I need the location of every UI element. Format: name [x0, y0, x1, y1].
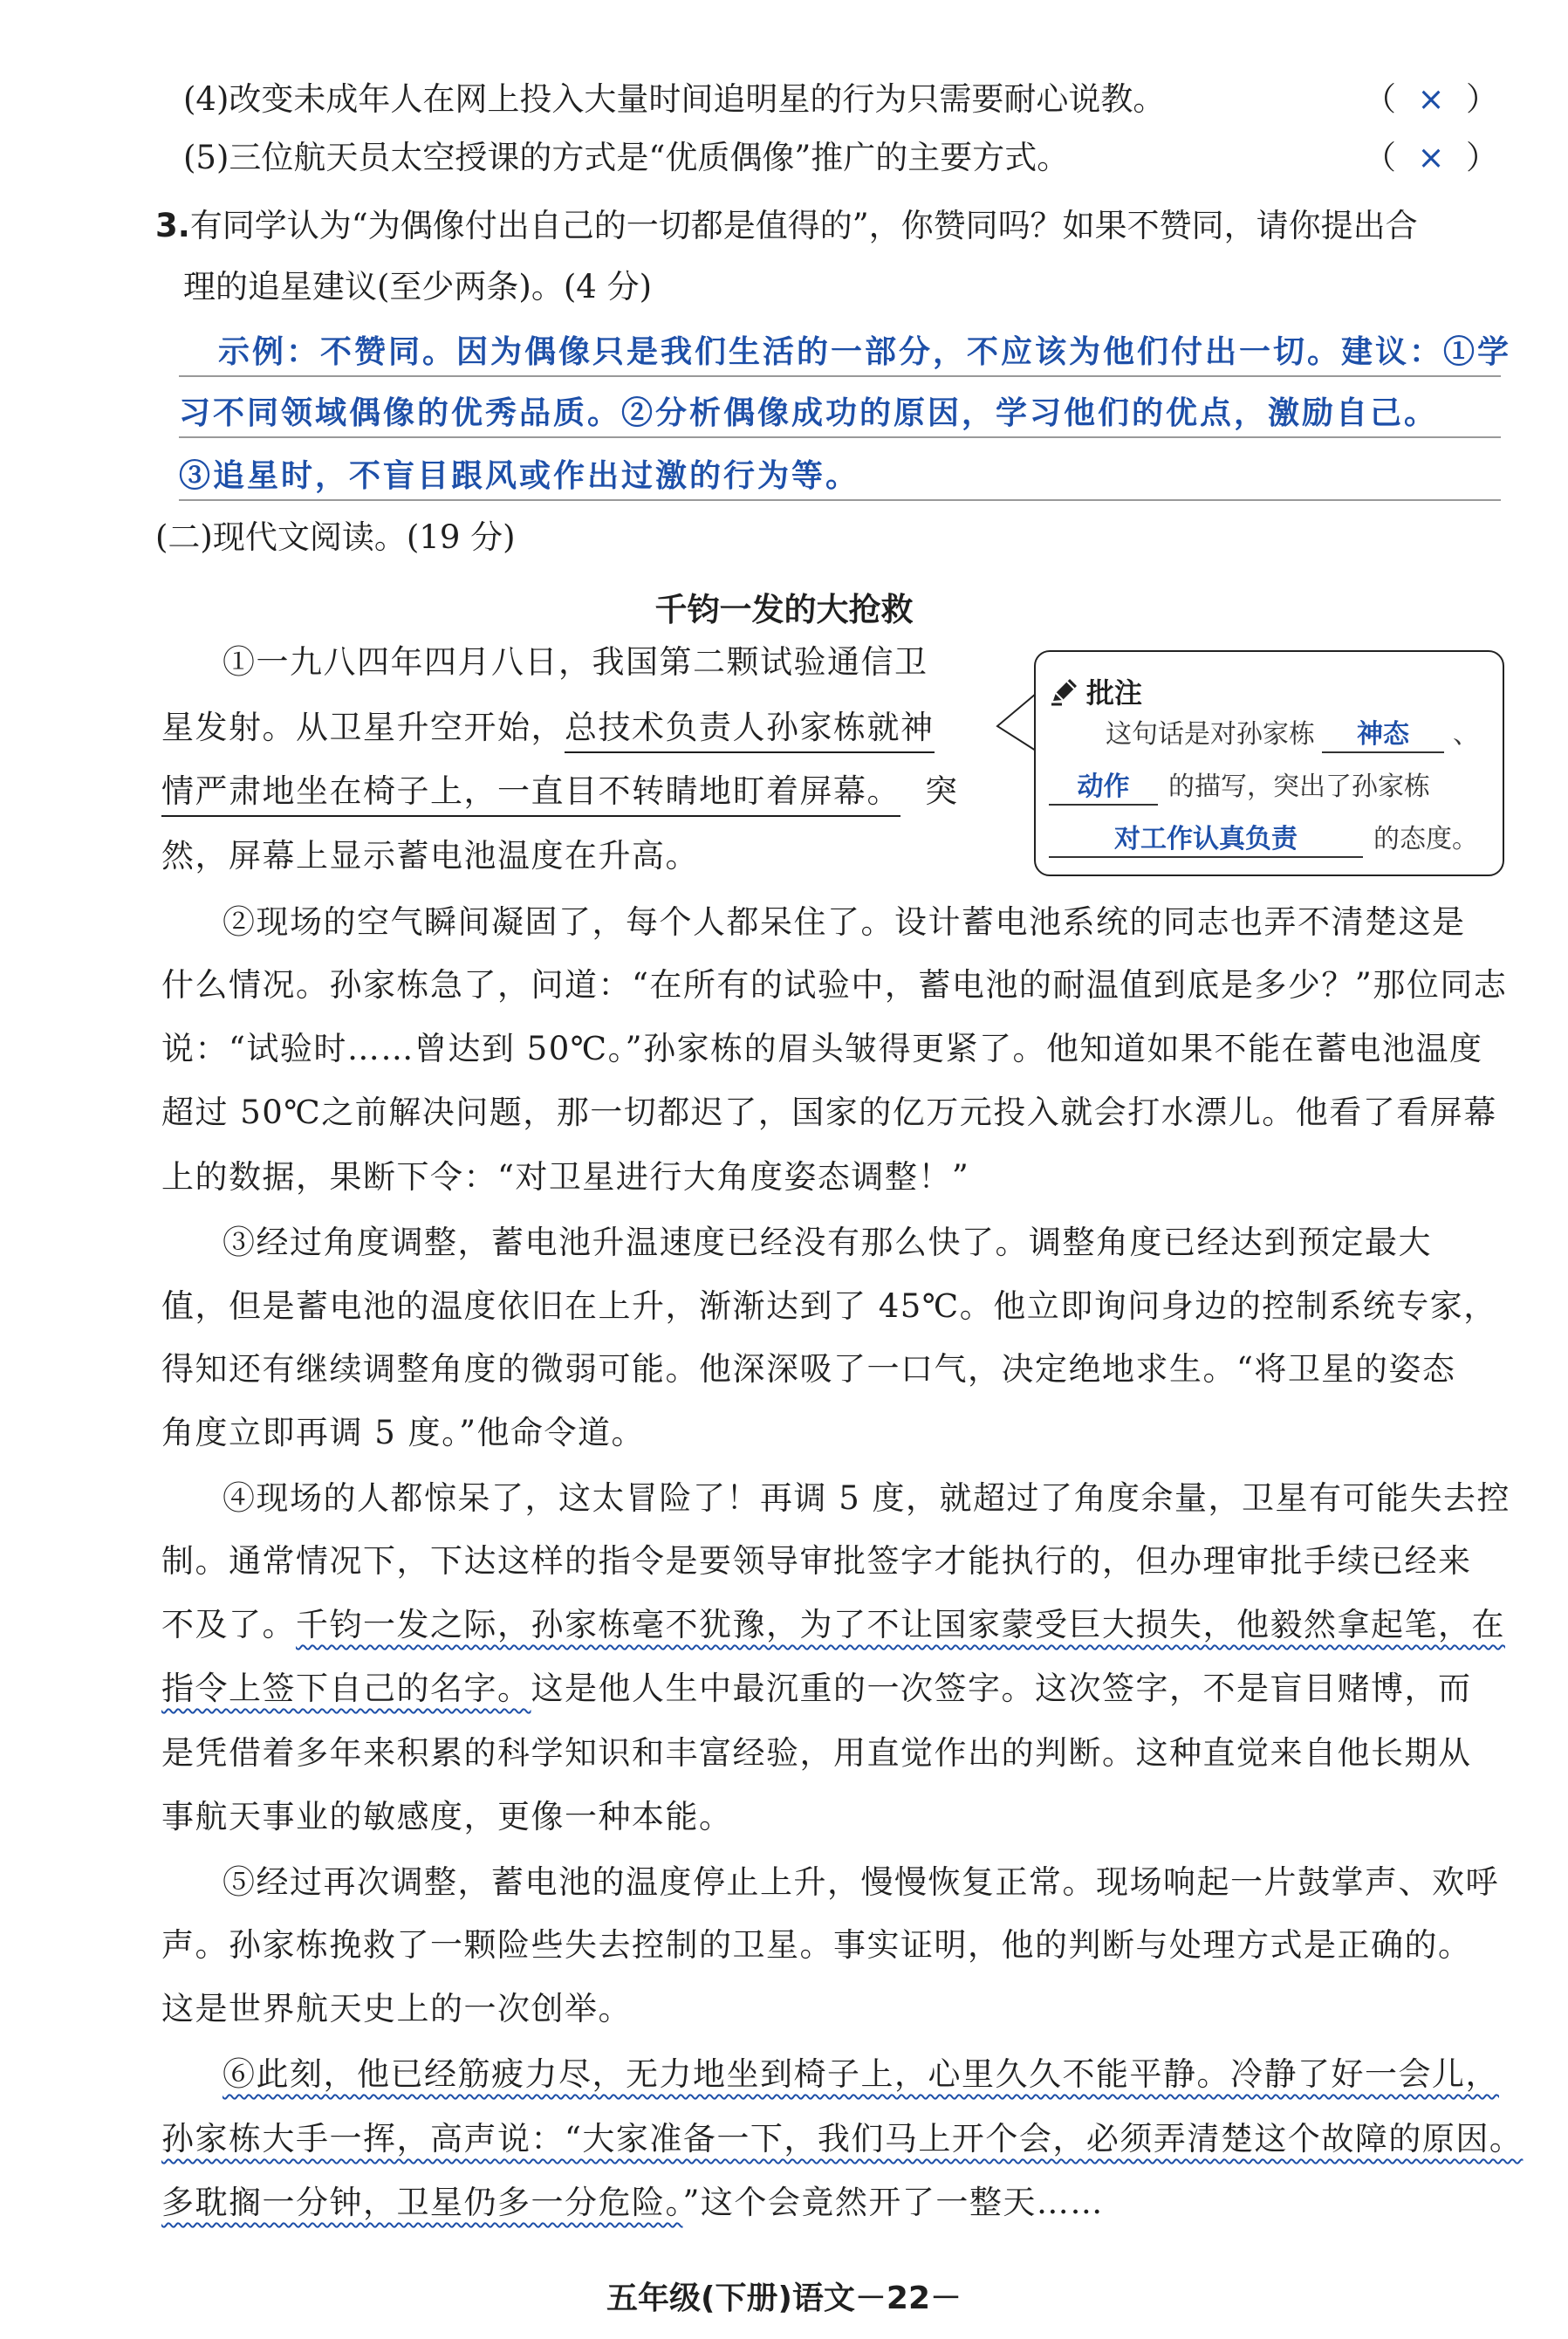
para-4-line-2: 制。通常情况下，下达这样的指令是要领导审批签字才能执行的，但办理审批手续已经来	[161, 1542, 1472, 1580]
para-4-line-3	[161, 1608, 1505, 1641]
para-2-line-5: 上的数据，果断下令：“对卫星进行大角度姿态调整！”	[161, 1158, 970, 1196]
question-number: 3.	[155, 207, 190, 244]
para-1-line-4: 然，屏幕上显示蓄电池温度在升高。	[161, 837, 699, 875]
para-5-line-1: ⑤经过再次调整，蓄电池的温度停止上升，慢慢恢复正常。现场响起一片鼓掌声、欢呼	[223, 1863, 1499, 1901]
annotation-pointer	[995, 689, 1038, 759]
answer-line: 习不同领域偶像的优秀品质。②分析偶像成功的原因，学习他们的优点，激励自己。	[179, 394, 1439, 431]
annotation-line-3	[1049, 824, 1478, 858]
answer-rule	[179, 499, 1501, 501]
para-5-line-3: 这是世界航天史上的一次创举。	[161, 1990, 632, 2027]
para-2-line-3: 说：“试验时……曾达到 50℃。”孙家栋的眉头皱得更紧了。他知道如果不能在蓄电池温度	[161, 1030, 1483, 1067]
para-4-line-1: ④现场的人都惊呆了，这太冒险了！再调 5 度，就超过了角度余量，卫星有可能失去控	[223, 1479, 1511, 1517]
underlined-sentence: 情严肃地坐在椅子上，一直目不转睛地盯着屏幕。	[161, 772, 900, 817]
tf-answer-4: （ × ）	[1364, 80, 1498, 118]
tf-item-text: (5)三位航天员太空授课的方式是“优质偶像”推广的主要方式。	[183, 139, 1070, 176]
para-4-line-6: 事航天事业的敏感度，更像一种本能。	[161, 1798, 733, 1835]
question-3-line2: 理的追星建议(至少两条)。(4 分)	[183, 268, 653, 305]
annotation-text: 、	[1453, 719, 1479, 750]
wavy-underlined-sentence: 千钧一发之际，孙家栋毫不犹豫，为了不让国家蒙受巨大损失，他毅然拿起笔，在	[296, 1606, 1505, 1643]
para-6-line-3	[161, 2186, 1104, 2219]
blank-answer-1: 神态	[1322, 722, 1444, 753]
text-span: ”这个会竟然开了一整天……	[682, 2184, 1104, 2221]
tf-answer-5: （ × ）	[1364, 139, 1498, 176]
text-span: 不及了。	[161, 1606, 296, 1643]
para-1-line-3	[161, 772, 959, 810]
annotation-title: 批注	[1086, 676, 1143, 710]
para-2-line-4: 超过 50℃之前解决问题，那一切都迟了，国家的亿万元投入就会打水漂儿。他看了看屏幕	[161, 1094, 1497, 1131]
para-1-line-2	[161, 711, 935, 744]
tf-item-5	[183, 141, 1069, 174]
blank-answer-2: 动作	[1049, 774, 1158, 806]
annotation-text: 的描写，突出了孙家栋	[1168, 772, 1430, 802]
cross-mark: ×	[1417, 139, 1445, 176]
annotation-header	[1048, 671, 1142, 711]
para-5-line-2: 声。孙家栋挽救了一颗险些失去控制的卫星。事实证明，他的判断与处理方式是正确的。	[161, 1926, 1472, 1964]
annotation-box	[1034, 650, 1504, 876]
tf-item-4	[183, 80, 1166, 118]
para-3-line-1: ③经过角度调整，蓄电池升温速度已经没有那么快了。调整角度已经达到预定最大	[223, 1224, 1432, 1261]
para-4-line-4	[161, 1672, 1472, 1705]
answer-line: ③追星时，不盲目跟风或作出过激的行为等。	[179, 457, 860, 494]
blank-answer-3: 对工作认真负责	[1049, 827, 1363, 858]
wavy-underlined-sentence: 冷静了好一会儿，	[1230, 2055, 1499, 2093]
wavy-underlined-sentence: 多耽搁一分钟，卫星仍多一分危险。	[161, 2184, 683, 2221]
section-heading: (二)现代文阅读。(19 分)	[155, 518, 516, 556]
underlined-sentence: 总技术负责人孙家栋就神	[565, 709, 935, 753]
para-6-line-2	[161, 2120, 1523, 2157]
cross-mark: ×	[1417, 80, 1445, 118]
para-1-line-1: ①一九八四年四月八日，我国第二颗试验通信卫	[223, 643, 928, 681]
para-4-line-5: 是凭借着多年来积累的科学知识和丰富经验，用直觉作出的判断。这种直觉来自他长期从	[161, 1734, 1472, 1772]
para-2-line-1: ②现场的空气瞬间凝固了，每个人都呆住了。设计蓄电池系统的同志也弄不清楚这是	[223, 903, 1466, 941]
annotation-line-1	[1106, 719, 1479, 753]
answer-rule	[179, 436, 1501, 438]
annotation-text: 的态度。	[1373, 824, 1478, 854]
para-3-line-3: 得知还有继续调整角度的微弱可能。他深深吸了一口气，决定绝地求生。“将卫星的姿态	[161, 1350, 1456, 1388]
question-text: 有同学认为“为偶像付出自己的一切都是值得的”，你赞同吗？如果不赞同，请你提出合	[189, 207, 1418, 244]
text-span: 突	[925, 772, 959, 810]
annotation-text: 这句话是对孙家栋	[1106, 719, 1315, 750]
para-6-line-1	[223, 2055, 1499, 2093]
wavy-underlined-sentence: ⑥此刻，他已经筋疲力尽，无力地坐到椅子上，心里久久不能平静。	[223, 2055, 1230, 2093]
wavy-underlined-sentence: 孙家栋大手一挥，高声说：“大家准备一下，我们马上开个会，必须弄清楚这个故障的原因。	[161, 2120, 1523, 2157]
para-3-line-2: 值，但是蓄电池的温度依旧在上升，渐渐达到了 45℃。他立即询问身边的控制系统专家，	[161, 1287, 1497, 1325]
para-3-line-4: 角度立即再调 5 度。”他命令道。	[161, 1414, 645, 1451]
question-3	[155, 209, 1418, 242]
para-2-line-2: 什么情况。孙家栋急了，问道：“在所有的试验中，蓄电池的耐温值到底是多少？”那位同志	[161, 966, 1508, 1004]
text-span: 星发射。从卫星升空开始，	[161, 709, 565, 746]
annotation-line-2	[1049, 774, 1430, 806]
tf-item-text: (4)改变未成年人在网上投入大量时间追明星的行为只需要耐心说教。	[183, 80, 1166, 118]
answer-rule	[179, 375, 1501, 377]
article-title: 千钧一发的大抢救	[654, 591, 914, 628]
answer-line: 示例：不赞同。因为偶像只是我们生活的一部分，不应该为他们付出一切。建议：①学	[218, 333, 1512, 370]
text-span: 这是他人生中最沉重的一次签字。这次签字，不是盲目赌博，而	[531, 1670, 1472, 1707]
page-footer: 五年级(下册)语文－22－	[606, 2281, 962, 2316]
wavy-underlined-sentence: 指令上签下自己的名字。	[161, 1670, 531, 1707]
pencil-icon	[1048, 675, 1081, 708]
